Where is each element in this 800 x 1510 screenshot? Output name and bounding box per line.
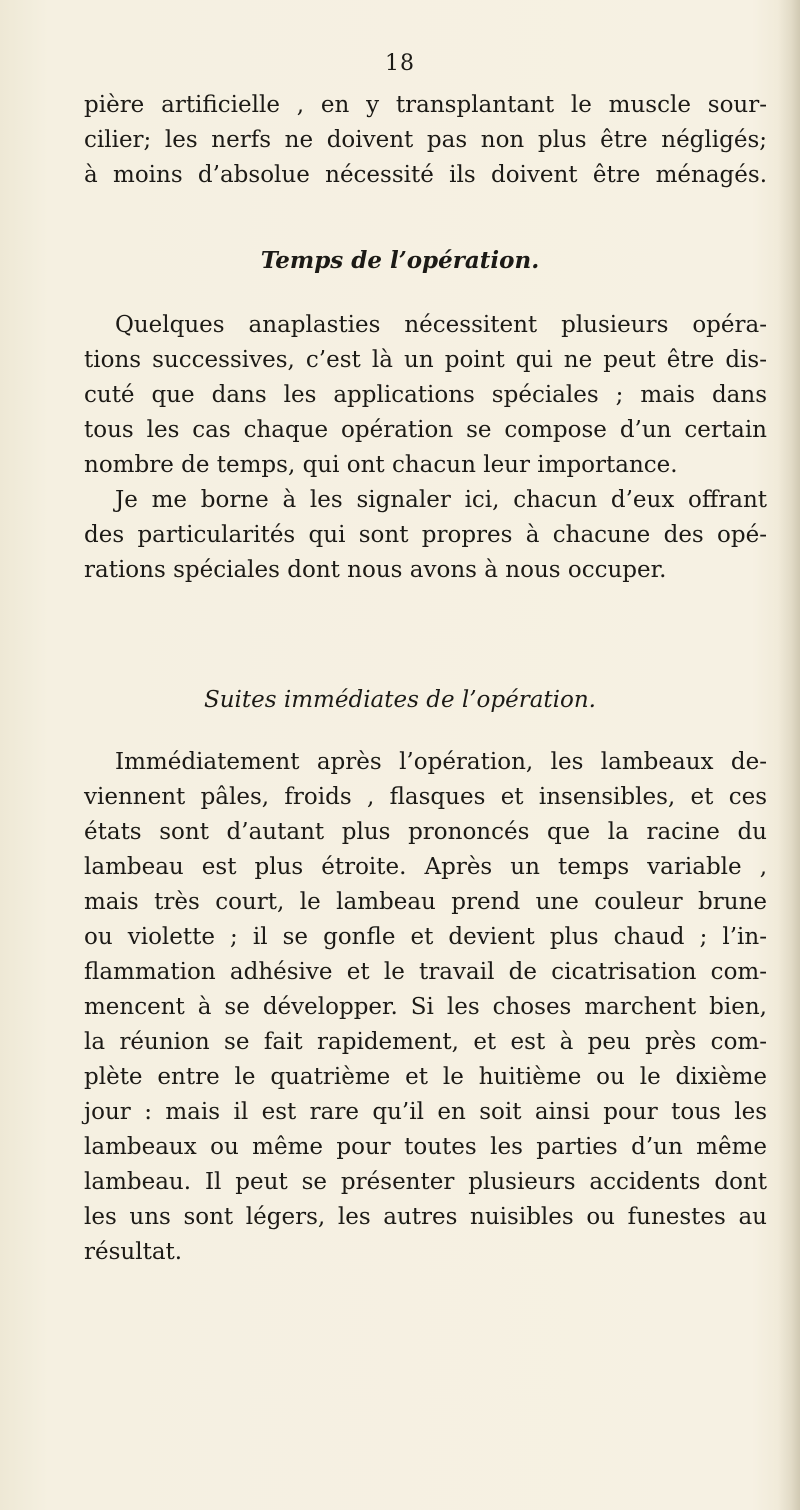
opening-paragraph xyxy=(84,88,767,193)
text-line: lambeau. Il peut se présenter plusieurs accidents dont xyxy=(84,1169,767,1195)
text-line: à moins d’absolue nécessité ils doivent être ménagés. xyxy=(84,162,767,188)
text-line: ou violette ; il se gonfle et devient plus chaud ; l’in- xyxy=(84,924,767,950)
section-heading-suites: Suites immédiates de l’opération. xyxy=(203,687,596,713)
section-heading-temps: Temps de l’opération. xyxy=(260,247,540,274)
text-line: états sont d’autant plus prononcés que la racine du xyxy=(84,819,767,845)
text-line: cuté que dans les applications spéciales ; mais dans xyxy=(84,382,767,408)
page-edge-shadow xyxy=(778,0,800,1510)
text-line: Immédiatement après l’opération, les lambeaux de- xyxy=(115,749,767,775)
section-1-body xyxy=(84,308,767,588)
text-line: plète entre le quatrième et le huitième ou le dixième xyxy=(84,1064,767,1090)
text-line: tions successives, c’est là un point qui ne peut être dis- xyxy=(84,347,767,373)
text-line: pière artificielle , en y transplantant le muscle sour- xyxy=(84,92,767,118)
text-line: des particularités qui sont propres à chacune des opé- xyxy=(84,522,767,548)
text-line: viennent pâles, froids , flasques et insensibles, et ces xyxy=(84,784,767,810)
section-2-body xyxy=(84,745,767,1270)
text-line: mencent à se développer. Si les choses marchent bien, xyxy=(84,994,767,1020)
text-line: la réunion se fait rapidement, et est à peu près com- xyxy=(84,1029,767,1055)
text-line: résultat. xyxy=(84,1239,183,1265)
text-line: rations spéciales dont nous avons à nous occuper. xyxy=(84,557,667,583)
text-line: tous les cas chaque opération se compose d’un certain xyxy=(84,417,767,443)
text-line: jour : mais il est rare qu’il en soit ainsi pour tous les xyxy=(84,1099,767,1125)
text-line: lambeaux ou même pour toutes les parties d’un même xyxy=(84,1134,767,1160)
text-line: Quelques anaplasties nécessitent plusieurs opéra- xyxy=(115,312,767,338)
text-line: cilier; les nerfs ne doivent pas non plus être négligés; xyxy=(84,127,767,153)
text-line: flammation adhésive et le travail de cicatrisation com- xyxy=(84,959,767,985)
text-line: nombre de temps, qui ont chacun leur importance. xyxy=(84,452,678,478)
text-line: mais très court, le lambeau prend une couleur brune xyxy=(84,889,767,915)
text-line: lambeau est plus étroite. Après un temps variable , xyxy=(84,854,767,880)
text-line: Je me borne à les signaler ici, chacun d’eux offrant xyxy=(115,487,767,513)
text-line: les uns sont légers, les autres nuisibles ou funestes au xyxy=(84,1204,767,1230)
page-number: 18 xyxy=(385,51,415,76)
